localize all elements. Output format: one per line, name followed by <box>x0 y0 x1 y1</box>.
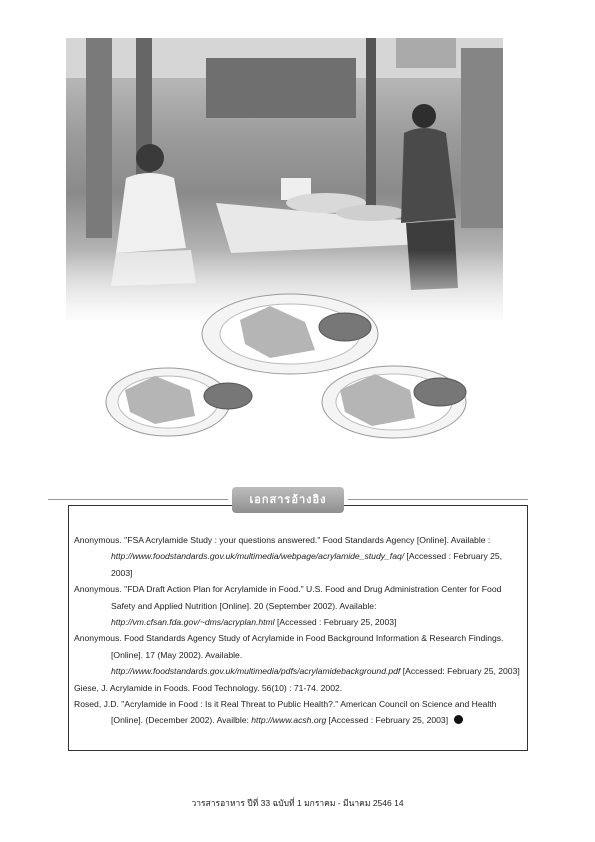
reference-text: Rosed, J.D. "Acrylamide in Food : Is it Real Threat to Public Health?." American Council on Science and Health [Online]. (December 2002). Availble: <box>74 699 497 726</box>
reference-accessed: [Accessed : February 25, 2003] <box>111 551 503 578</box>
reference-url[interactable]: http://vm.cfsan.fda.gov/~dms/acryplan.html <box>111 617 275 628</box>
reference-item <box>74 680 524 696</box>
reference-text: Anonymous. "FDA Draft Action Plan for Acrylamide in Food." U.S. Food and Drug Administration Center for Food Safety and Applied Nutrition [Online]. 20 (September 2002). Available: <box>74 584 502 611</box>
reference-url[interactable]: http://www.foodstandards.gov.uk/multimedia/webpage/acrylamide_study_faq/ <box>111 551 405 562</box>
reference-item <box>74 630 524 679</box>
reference-accessed: [Accessed: February 25, 2003] <box>400 666 520 677</box>
reference-accessed: [Accessed : February 25, 2003] <box>326 715 449 726</box>
reference-url[interactable]: http://www.foodstandards.gov.uk/multimedia/pdfs/acrylamidebackground.pdf <box>111 666 401 677</box>
reference-accessed: [Accessed : February 25, 2003] <box>274 617 397 628</box>
references-heading: เอกสารอ้างอิง <box>232 487 344 513</box>
reference-url[interactable]: http://www.acsh.org <box>251 715 327 726</box>
end-mark-icon <box>454 715 463 724</box>
food-plates-illustration <box>100 292 500 452</box>
reference-item <box>74 581 524 630</box>
reference-text: Anonymous. "FSA Acrylamide Study : your questions answered." Food Standards Agency [Online]. Available : <box>74 535 491 545</box>
page-footer: วารสารอาหาร ปีที่ 33 ฉบับที่ 1 มกราคม - มีนาคม 2546 14 <box>191 798 404 808</box>
references-list <box>74 532 524 729</box>
reference-text: Giese, J. Acrylamide in Foods. Food Technology. 56(10) : 71-74. 2002. <box>74 682 343 693</box>
reference-text: Anonymous. Food Standards Agency Study of Acrylamide in Food Background Information & Research Findings. [Online]. 17 (May 2002). Available. <box>74 633 504 660</box>
reference-item <box>74 696 524 729</box>
reference-item <box>74 532 524 581</box>
